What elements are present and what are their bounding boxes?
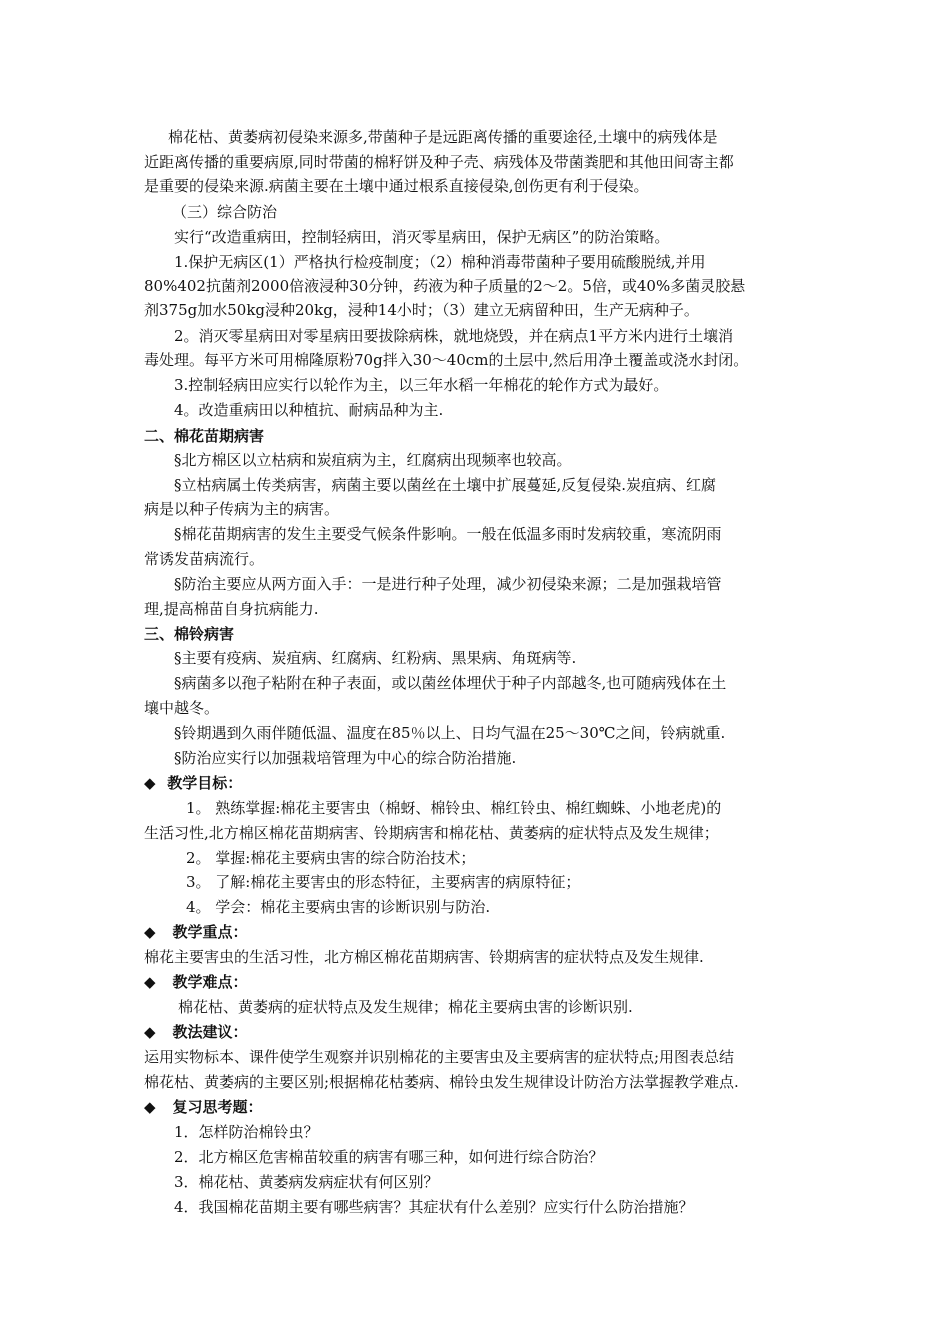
heading-label: 教学重点： [172, 923, 248, 941]
question-item: 1．怎样防治棉铃虫？ [174, 1123, 319, 1141]
text-line: 2。消灭零星病田对零星病田要拔除病株，就地烧毁，并在病点1平方米内进行土壤消 [174, 327, 734, 345]
text-line: 常诱发苗病流行。 [144, 550, 265, 568]
section-heading: （三）综合防治 [172, 203, 278, 221]
text-line: 4。 学会：棉花主要病虫害的诊断识别与防治. [186, 898, 491, 916]
text-line: 生活习性,北方棉区棉花苗期病害、铃期病害和棉花枯、黄萎病的症状特点及发生规律； [144, 824, 719, 842]
bullet-diamond-icon: ◆ [144, 1023, 156, 1041]
text-line: 3.控制轻病田应实行以轮作为主，以三年水稻一年棉花的轮作方式为最好。 [174, 376, 669, 394]
text-line: 运用实物标本、课件使学生观察并识别棉花的主要害虫及主要病害的症状特点;用图表总结 [144, 1048, 735, 1066]
text-line: §防治应实行以加强栽培管理为中心的综合防治措施. [174, 749, 517, 767]
teaching-method-heading [144, 1020, 247, 1044]
text-line: 4。改造重病田以种植抗、耐病品种为主. [174, 401, 444, 419]
text-line: §防治主要应从两方面入手：一是进行种子处理，减少初侵染来源；二是加强栽培管 [174, 575, 722, 593]
text-line: 棉花枯、黄萎病初侵染来源多,带菌种子是远距离传播的重要途径,土壤中的病残体是 [168, 128, 718, 146]
text-line: 近距离传播的重要病原,同时带菌的棉籽饼及种子壳、病残体及带菌粪肥和其他田间寄主都 [144, 153, 734, 171]
text-line: 理,提高棉苗自身抗病能力. [144, 600, 319, 618]
text-line: 棉花枯、黄萎病的症状特点及发生规律；棉花主要病虫害的诊断识别. [178, 998, 633, 1016]
text-line: §立枯病属土传类病害，病菌主要以菌丝在土壤中扩展蔓延,反复侵染.炭疽病、红腐 [174, 476, 717, 494]
heading-label: 教学目标： [167, 774, 243, 792]
bullet-diamond-icon: ◆ [144, 774, 156, 792]
section-heading: 三、棉铃病害 [144, 625, 235, 643]
text-line: 棉花枯、黄萎病的主要区别;根据棉花枯萎病、棉铃虫发生规律设计防治方法掌握教学难点. [144, 1073, 739, 1091]
text-line: 1.保护无病区(1）严格执行检疫制度；（2）棉种消毒带菌种子要用硫酸脱绒,并用 [174, 253, 706, 271]
heading-label: 复习思考题： [172, 1098, 263, 1116]
text-line: 3。 了解:棉花主要害虫的形态特征，主要病害的病原特征； [186, 873, 581, 891]
bullet-diamond-icon: ◆ [144, 1098, 156, 1116]
teaching-difficulty-heading [144, 970, 247, 994]
question-item: 3．棉花枯、黄萎病发病症状有何区别？ [174, 1173, 439, 1191]
text-line: 棉花主要害虫的生活习性，北方棉区棉花苗期病害、铃期病害的症状特点及发生规律. [144, 948, 704, 966]
text-line: §铃期遇到久雨伴随低温、温度在85％以上、日均气温在25～30℃之间，铃病就重. [174, 724, 726, 742]
text-line: 2。 掌握:棉花主要病虫害的综合防治技术； [186, 849, 476, 867]
question-item: 4．我国棉花苗期主要有哪些病害？其症状有什么差别？应实行什么防治措施？ [174, 1198, 694, 1216]
text-line: §主要有疫病、炭疽病、红腐病、红粉病、黑果病、角斑病等. [174, 649, 577, 667]
text-line: 1。 熟练掌握:棉花主要害虫（棉蚜、棉铃虫、棉红铃虫、棉红蜘蛛、小地老虎)的 [186, 799, 722, 817]
text-line: 剂375g加水50kg浸种20kg，浸种14小时；（3）建立无病留种田，生产无病种子。 [144, 301, 699, 319]
bullet-diamond-icon: ◆ [144, 973, 156, 991]
teaching-focus-heading [144, 920, 247, 944]
text-line: 是重要的侵染来源.病菌主要在土壤中通过根系直接侵染,创伤更有利于侵染。 [144, 177, 649, 195]
text-line: 病是以种子传病为主的病害。 [144, 500, 340, 518]
heading-label: 教学难点： [172, 973, 248, 991]
text-line: 毒处理。每平方米可用棉隆原粉70g拌入30～40cm的土层中,然后用净土覆盖或浇水封闭。 [144, 351, 749, 369]
text-line: 实行“改造重病田，控制轻病田，消灭零星病田，保护无病区”的防治策略。 [174, 228, 670, 246]
text-line: 80%402抗菌剂2000倍液浸种30分钟，药液为种子质量的2～2。5倍，或40%多菌灵胶悬 [144, 277, 746, 295]
review-questions-heading [144, 1095, 262, 1119]
text-line: 壤中越冬。 [144, 699, 220, 717]
text-line: §棉花苗期病害的发生主要受气候条件影响。一般在低温多雨时发病较重，寒流阴雨 [174, 525, 722, 543]
question-item: 2．北方棉区危害棉苗较重的病害有哪三种，如何进行综合防治？ [174, 1148, 604, 1166]
section-heading: 二、棉花苗期病害 [144, 427, 265, 445]
text-line: §病菌多以孢子粘附在种子表面，或以菌丝体埋伏于种子内部越冬,也可随病残体在土 [174, 674, 727, 692]
teaching-goals-heading [144, 771, 242, 795]
bullet-diamond-icon: ◆ [144, 923, 156, 941]
heading-label: 教法建议： [172, 1023, 248, 1041]
text-line: §北方棉区以立枯病和炭疽病为主，红腐病出现频率也较高。 [174, 451, 572, 469]
